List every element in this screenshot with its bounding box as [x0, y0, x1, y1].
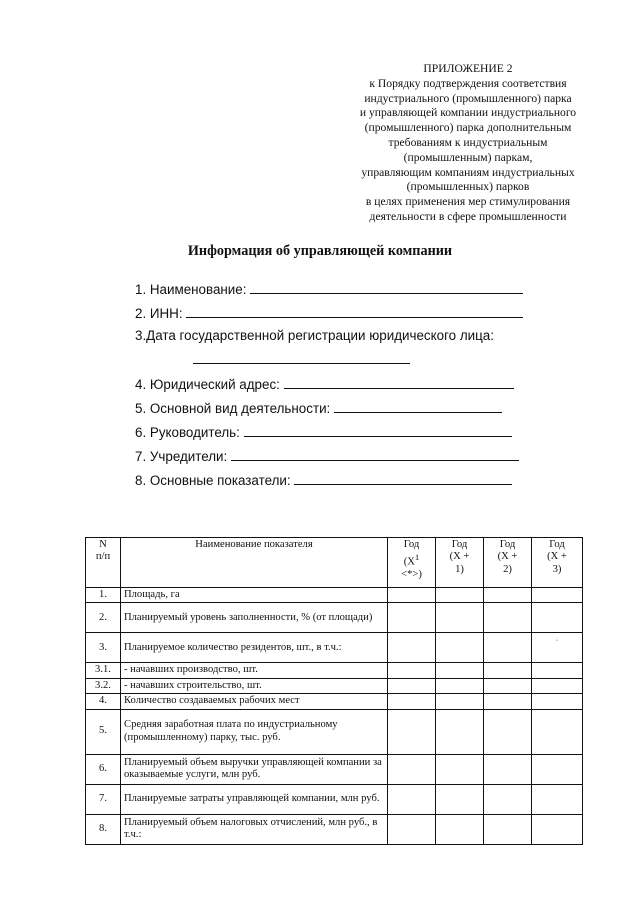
header-indicator-name: Наименование показателя — [121, 538, 388, 588]
name-input-line[interactable] — [250, 280, 523, 294]
value-cell[interactable] — [436, 603, 484, 633]
value-cell[interactable] — [436, 784, 484, 814]
field-reg-date-label: 3.Дата государственной регистрации юридического лица: — [135, 328, 494, 343]
row-number: 2. — [86, 603, 121, 633]
appendix-line: (промышленного) парка дополнительным — [364, 121, 572, 135]
appendix-line: и управляющей компании индустриального — [359, 106, 577, 120]
field-address — [135, 375, 514, 393]
value-cell[interactable] — [388, 709, 436, 754]
value-cell[interactable] — [388, 754, 436, 784]
row-number: 3.2. — [86, 678, 121, 693]
activity-input-line[interactable] — [334, 399, 502, 413]
value-cell[interactable] — [484, 814, 532, 844]
value-cell[interactable] — [484, 633, 532, 663]
field-activity-label: 5. Основной вид деятельности: — [135, 401, 331, 416]
field-indicators-label: 8. Основные показатели: — [135, 473, 291, 488]
value-cell[interactable] — [436, 709, 484, 754]
field-reg-date — [135, 328, 494, 344]
value-cell[interactable] — [388, 588, 436, 603]
row-indicator-name: Средняя заработная плата по индустриальному (промышленному) парку, тыс. руб. — [121, 709, 388, 754]
row-indicator-name: Планируемый объем выручки управляющей компании за оказываемые услуги, млн руб. — [121, 754, 388, 784]
indicators-table — [85, 537, 583, 845]
value-cell[interactable] — [532, 588, 583, 603]
row-indicator-name: - начавших строительство, шт. — [121, 678, 388, 693]
field-head — [135, 423, 512, 441]
value-cell[interactable] — [532, 814, 583, 844]
field-name-label: 1. Наименование: — [135, 282, 247, 297]
table-row — [86, 754, 583, 784]
row-indicator-name: - начавших производство, шт. — [121, 663, 388, 678]
scan-dot: • — [556, 639, 558, 645]
field-address-label: 4. Юридический адрес: — [135, 377, 280, 392]
value-cell[interactable] — [532, 694, 583, 709]
row-indicator-name: Площадь, га — [121, 588, 388, 603]
appendix-header — [320, 62, 616, 225]
field-indicators — [135, 471, 512, 489]
value-cell[interactable] — [484, 784, 532, 814]
appendix-line: требованиям к индустриальным — [388, 135, 548, 149]
value-cell[interactable] — [532, 784, 583, 814]
value-cell[interactable] — [484, 694, 532, 709]
founders-input-line[interactable] — [231, 447, 519, 461]
row-indicator-name: Планируемые затраты управляющей компании, млн руб. — [121, 784, 388, 814]
row-number: 3.1. — [86, 663, 121, 678]
header-year-x2: Год (X + 2) — [484, 538, 532, 588]
appendix-line: деятельности в сфере промышленности — [369, 209, 567, 223]
field-inn — [135, 304, 523, 322]
row-number: 6. — [86, 754, 121, 784]
field-head-label: 6. Руководитель: — [135, 425, 240, 440]
header-year-x: Год ($X^1$ <*>) — [388, 538, 436, 588]
value-cell[interactable] — [532, 633, 583, 663]
value-cell[interactable] — [388, 663, 436, 678]
table-row — [86, 709, 583, 754]
table-row — [86, 588, 583, 603]
header-year-x3: Год (X + 3) — [532, 538, 583, 588]
value-cell[interactable] — [436, 694, 484, 709]
table-row — [86, 663, 583, 678]
appendix-line: управляющим компаниям индустриальных — [361, 165, 575, 179]
row-number: 8. — [86, 814, 121, 844]
appendix-line: индустриального (промышленного) парка — [364, 91, 572, 105]
header-year-x1: Год (X + 1) — [436, 538, 484, 588]
value-cell[interactable] — [532, 709, 583, 754]
appendix-title: ПРИЛОЖЕНИЕ 2 — [423, 62, 513, 75]
field-activity — [135, 399, 502, 417]
value-cell[interactable] — [436, 814, 484, 844]
field-name — [135, 280, 523, 298]
value-cell[interactable] — [484, 603, 532, 633]
value-cell[interactable] — [484, 678, 532, 693]
value-cell[interactable] — [388, 814, 436, 844]
row-indicator-name: Количество создаваемых рабочих мест — [121, 694, 388, 709]
value-cell[interactable] — [388, 784, 436, 814]
row-number: 5. — [86, 709, 121, 754]
indicators-input-line[interactable] — [294, 471, 512, 485]
row-number: 1. — [86, 588, 121, 603]
table-row — [86, 678, 583, 693]
row-number: 3. — [86, 633, 121, 663]
row-indicator-name: Планируемое количество резидентов, шт., в т.ч.: — [121, 633, 388, 663]
value-cell[interactable] — [388, 694, 436, 709]
value-cell[interactable] — [436, 633, 484, 663]
value-cell[interactable] — [436, 588, 484, 603]
value-cell[interactable] — [436, 754, 484, 784]
inn-input-line[interactable] — [186, 304, 523, 318]
table-row — [86, 633, 583, 663]
value-cell[interactable] — [388, 633, 436, 663]
table-header-row — [86, 538, 583, 588]
row-number: 4. — [86, 694, 121, 709]
row-indicator-name: Планируемый объем налоговых отчислений, млн руб., в т.ч.: — [121, 814, 388, 844]
value-cell[interactable] — [532, 663, 583, 678]
value-cell[interactable] — [484, 588, 532, 603]
table-row — [86, 694, 583, 709]
address-input-line[interactable] — [284, 375, 514, 389]
field-founders-label: 7. Учредители: — [135, 449, 228, 464]
table-row — [86, 814, 583, 844]
field-founders — [135, 447, 519, 465]
value-cell[interactable] — [484, 754, 532, 784]
value-cell[interactable] — [388, 678, 436, 693]
value-cell[interactable] — [532, 754, 583, 784]
appendix-line: в целях применения мер стимулирования — [365, 195, 571, 209]
table-row — [86, 603, 583, 633]
appendix-line: к Порядку подтверждения соответствия — [369, 76, 567, 90]
value-cell[interactable] — [484, 709, 532, 754]
row-number: 7. — [86, 784, 121, 814]
table-row — [86, 784, 583, 814]
appendix-line: (промышленным) паркам, — [403, 150, 533, 164]
value-cell[interactable] — [388, 603, 436, 633]
head-input-line[interactable] — [244, 423, 512, 437]
value-cell[interactable] — [436, 678, 484, 693]
header-num: N п/п — [86, 538, 121, 588]
value-cell[interactable] — [484, 663, 532, 678]
appendix-line: (промышленных) парков — [406, 180, 530, 194]
field-inn-label: 2. ИНН: — [135, 306, 183, 321]
value-cell[interactable] — [532, 603, 583, 633]
value-cell[interactable] — [436, 663, 484, 678]
reg-date-input-line[interactable] — [193, 363, 410, 364]
row-indicator-name: Планируемый уровень заполненности, % (от площади) — [121, 603, 388, 633]
page-title: Информация об управляющей компании — [187, 243, 453, 259]
value-cell[interactable] — [532, 678, 583, 693]
